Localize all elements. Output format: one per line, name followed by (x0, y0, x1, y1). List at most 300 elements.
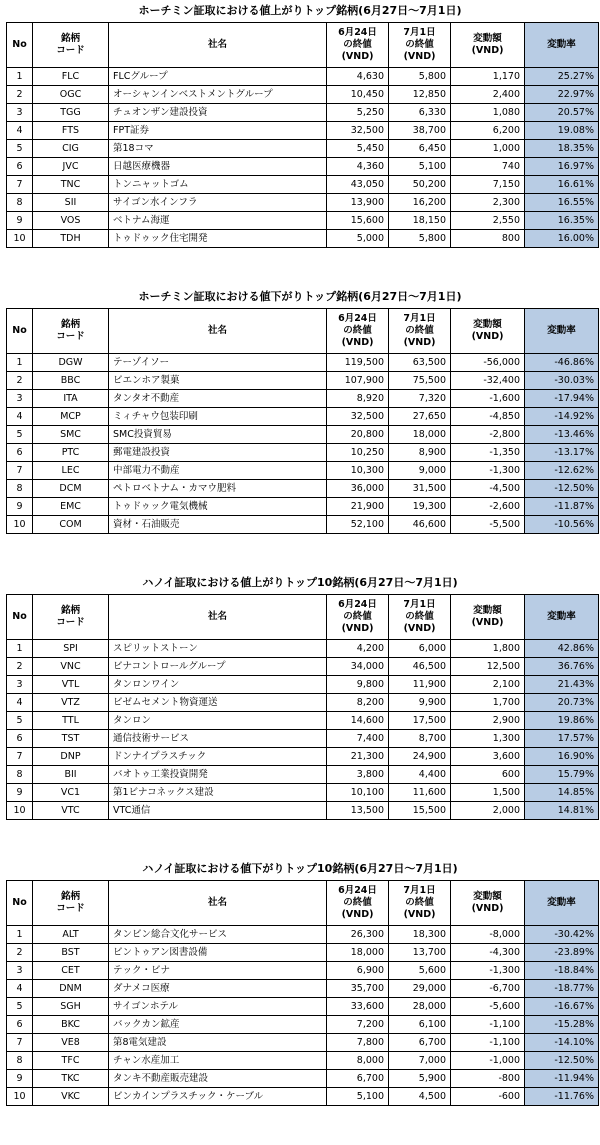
close-jun24: 4,630 (327, 68, 389, 86)
close-jun24: 33,600 (327, 998, 389, 1016)
change-amount: -1,100 (451, 1034, 525, 1052)
header-close-after: 7月1日 の終値 (VND) (389, 23, 451, 68)
close-jun24: 4,360 (327, 158, 389, 176)
stock-code: VNC (33, 658, 109, 676)
company-name: ビナコントロールグループ (109, 658, 327, 676)
close-jul1: 6,700 (389, 1034, 451, 1052)
row-no: 8 (7, 480, 33, 498)
stock-code: TST (33, 730, 109, 748)
stock-code: ALT (33, 926, 109, 944)
company-name: 日越医療機器 (109, 158, 327, 176)
row-no: 1 (7, 68, 33, 86)
close-jul1: 6,000 (389, 640, 451, 658)
row-no: 9 (7, 498, 33, 516)
table-row (7, 140, 599, 158)
row-no: 1 (7, 926, 33, 944)
company-name: ビゼムセメント物資運送 (109, 694, 327, 712)
close-jun24: 32,500 (327, 122, 389, 140)
stock-code: TKC (33, 1070, 109, 1088)
company-name: 通信技術サービス (109, 730, 327, 748)
stock-code: SPI (33, 640, 109, 658)
close-jul1: 6,450 (389, 140, 451, 158)
close-jul1: 31,500 (389, 480, 451, 498)
company-name: 第8電気建設 (109, 1034, 327, 1052)
change-rate: 42.86% (525, 640, 599, 658)
change-amount: 600 (451, 766, 525, 784)
row-no: 6 (7, 730, 33, 748)
change-rate: 20.57% (525, 104, 599, 122)
change-amount: 1,800 (451, 640, 525, 658)
change-rate: -12.62% (525, 462, 599, 480)
stock-code: ITA (33, 390, 109, 408)
close-jul1: 18,150 (389, 212, 451, 230)
company-name: サイゴン水インフラ (109, 194, 327, 212)
header-no: No (7, 595, 33, 640)
close-jul1: 46,600 (389, 516, 451, 534)
close-jul1: 6,100 (389, 1016, 451, 1034)
change-amount: -56,000 (451, 354, 525, 372)
change-rate: -15.28% (525, 1016, 599, 1034)
company-name: トンニャットゴム (109, 176, 327, 194)
row-no: 4 (7, 408, 33, 426)
close-jul1: 75,500 (389, 372, 451, 390)
row-no: 2 (7, 658, 33, 676)
company-name: 郵電建設投資 (109, 444, 327, 462)
change-rate: 25.27% (525, 68, 599, 86)
row-no: 9 (7, 784, 33, 802)
close-jun24: 35,700 (327, 980, 389, 998)
company-name: タンビン総合文化サービス (109, 926, 327, 944)
close-jul1: 27,650 (389, 408, 451, 426)
change-rate: -23.89% (525, 944, 599, 962)
change-rate: 16.90% (525, 748, 599, 766)
change-amount: -2,600 (451, 498, 525, 516)
company-name: ビントゥアン図書設備 (109, 944, 327, 962)
company-name: 第18コマ (109, 140, 327, 158)
table-row (7, 926, 599, 944)
table-row (7, 640, 599, 658)
company-name: バオトゥ工業投資開発 (109, 766, 327, 784)
company-name: トゥドゥック電気機械 (109, 498, 327, 516)
table-row (7, 962, 599, 980)
table-row (7, 480, 599, 498)
ranking-section (0, 858, 600, 1106)
change-amount: 2,000 (451, 802, 525, 820)
close-jun24: 3,800 (327, 766, 389, 784)
table-row (7, 194, 599, 212)
header-close-before: 6月24日 の終値 (VND) (327, 881, 389, 926)
change-amount: -2,800 (451, 426, 525, 444)
stock-code: SII (33, 194, 109, 212)
close-jul1: 5,800 (389, 230, 451, 248)
close-jun24: 13,900 (327, 194, 389, 212)
close-jul1: 11,900 (389, 676, 451, 694)
stock-code: CET (33, 962, 109, 980)
change-rate: -11.87% (525, 498, 599, 516)
close-jul1: 5,800 (389, 68, 451, 86)
close-jul1: 28,000 (389, 998, 451, 1016)
close-jul1: 29,000 (389, 980, 451, 998)
close-jul1: 46,500 (389, 658, 451, 676)
header-name: 社名 (109, 309, 327, 354)
table-row (7, 1016, 599, 1034)
close-jul1: 63,500 (389, 354, 451, 372)
table-row (7, 998, 599, 1016)
ranking-section (0, 286, 600, 534)
table-row (7, 802, 599, 820)
company-name: スピリットストーン (109, 640, 327, 658)
change-rate: -14.10% (525, 1034, 599, 1052)
table-row (7, 158, 599, 176)
close-jun24: 18,000 (327, 944, 389, 962)
change-rate: -17.94% (525, 390, 599, 408)
header-rate: 変動率 (525, 881, 599, 926)
change-amount: 2,100 (451, 676, 525, 694)
stock-code: BKC (33, 1016, 109, 1034)
change-amount: -1,300 (451, 962, 525, 980)
company-name: チュオンザン建設投資 (109, 104, 327, 122)
company-name: タンタオ不動産 (109, 390, 327, 408)
ranking-section (0, 0, 600, 248)
table-row (7, 676, 599, 694)
close-jul1: 13,700 (389, 944, 451, 962)
company-name: タンロンワイン (109, 676, 327, 694)
header-close-after: 7月1日 の終値 (VND) (389, 309, 451, 354)
company-name: VTC通信 (109, 802, 327, 820)
close-jun24: 43,050 (327, 176, 389, 194)
change-amount: -5,600 (451, 998, 525, 1016)
close-jul1: 16,200 (389, 194, 451, 212)
change-rate: -10.56% (525, 516, 599, 534)
close-jun24: 10,100 (327, 784, 389, 802)
row-no: 1 (7, 640, 33, 658)
close-jun24: 13,500 (327, 802, 389, 820)
change-amount: 6,200 (451, 122, 525, 140)
close-jul1: 18,300 (389, 926, 451, 944)
company-name: トゥドゥック住宅開発 (109, 230, 327, 248)
table-row (7, 712, 599, 730)
change-amount: -1,300 (451, 462, 525, 480)
table-header-row (7, 309, 599, 354)
change-rate: -18.77% (525, 980, 599, 998)
stock-code: VOS (33, 212, 109, 230)
close-jul1: 50,200 (389, 176, 451, 194)
change-amount: 800 (451, 230, 525, 248)
company-name: タンキ不動産販売建設 (109, 1070, 327, 1088)
header-code: 銘柄 コード (33, 309, 109, 354)
header-no: No (7, 309, 33, 354)
company-name: FLCグループ (109, 68, 327, 86)
stock-code: SMC (33, 426, 109, 444)
company-name: FPT証券 (109, 122, 327, 140)
table-row (7, 1088, 599, 1106)
change-amount: 740 (451, 158, 525, 176)
table-row (7, 1034, 599, 1052)
change-amount: -600 (451, 1088, 525, 1106)
company-name: タンロン (109, 712, 327, 730)
close-jun24: 5,100 (327, 1088, 389, 1106)
company-name: ビエンホア製菓 (109, 372, 327, 390)
header-change: 変動額 (VND) (451, 881, 525, 926)
row-no: 8 (7, 194, 33, 212)
close-jul1: 5,900 (389, 1070, 451, 1088)
table-row (7, 980, 599, 998)
row-no: 8 (7, 766, 33, 784)
change-amount: -1,100 (451, 1016, 525, 1034)
company-name: ペトロベトナム・カマウ肥料 (109, 480, 327, 498)
close-jul1: 15,500 (389, 802, 451, 820)
header-close-before: 6月24日 の終値 (VND) (327, 23, 389, 68)
change-rate: 22.97% (525, 86, 599, 104)
table-row (7, 86, 599, 104)
close-jul1: 5,600 (389, 962, 451, 980)
row-no: 10 (7, 1088, 33, 1106)
close-jul1: 17,500 (389, 712, 451, 730)
row-no: 2 (7, 944, 33, 962)
change-rate: -12.50% (525, 1052, 599, 1070)
row-no: 6 (7, 1016, 33, 1034)
table-row (7, 1070, 599, 1088)
change-rate: 17.57% (525, 730, 599, 748)
table-row (7, 944, 599, 962)
row-no: 3 (7, 676, 33, 694)
header-code: 銘柄 コード (33, 595, 109, 640)
close-jul1: 7,000 (389, 1052, 451, 1070)
close-jun24: 7,200 (327, 1016, 389, 1034)
stock-code: VE8 (33, 1034, 109, 1052)
close-jul1: 8,700 (389, 730, 451, 748)
change-rate: -12.50% (525, 480, 599, 498)
change-rate: 16.97% (525, 158, 599, 176)
header-close-after: 7月1日 の終値 (VND) (389, 595, 451, 640)
row-no: 3 (7, 390, 33, 408)
change-rate: 36.76% (525, 658, 599, 676)
change-amount: -800 (451, 1070, 525, 1088)
row-no: 10 (7, 802, 33, 820)
company-name: オーシャンインベストメントグループ (109, 86, 327, 104)
stock-code: MCP (33, 408, 109, 426)
row-no: 5 (7, 140, 33, 158)
row-no: 9 (7, 212, 33, 230)
close-jun24: 4,200 (327, 640, 389, 658)
close-jun24: 36,000 (327, 480, 389, 498)
close-jun24: 26,300 (327, 926, 389, 944)
company-name: 資材・石油販売 (109, 516, 327, 534)
company-name: SMC投資貿易 (109, 426, 327, 444)
ranking-table (6, 22, 599, 248)
row-no: 4 (7, 980, 33, 998)
company-name: ミィチャウ包装印刷 (109, 408, 327, 426)
company-name: テック・ビナ (109, 962, 327, 980)
row-no: 2 (7, 372, 33, 390)
stock-code: TFC (33, 1052, 109, 1070)
change-rate: -13.46% (525, 426, 599, 444)
company-name: 中部電力不動産 (109, 462, 327, 480)
table-row (7, 444, 599, 462)
close-jul1: 18,000 (389, 426, 451, 444)
header-code: 銘柄 コード (33, 23, 109, 68)
table-header-row (7, 881, 599, 926)
change-rate: 20.73% (525, 694, 599, 712)
change-amount: -5,500 (451, 516, 525, 534)
change-amount: 1,170 (451, 68, 525, 86)
change-rate: 19.08% (525, 122, 599, 140)
stock-code: TNC (33, 176, 109, 194)
change-rate: 21.43% (525, 676, 599, 694)
close-jun24: 14,600 (327, 712, 389, 730)
header-change: 変動額 (VND) (451, 23, 525, 68)
close-jun24: 9,800 (327, 676, 389, 694)
change-amount: 12,500 (451, 658, 525, 676)
row-no: 4 (7, 122, 33, 140)
change-amount: 2,900 (451, 712, 525, 730)
close-jun24: 6,900 (327, 962, 389, 980)
stock-code: JVC (33, 158, 109, 176)
header-no: No (7, 23, 33, 68)
change-rate: 16.61% (525, 176, 599, 194)
close-jun24: 5,450 (327, 140, 389, 158)
row-no: 3 (7, 962, 33, 980)
table-row (7, 372, 599, 390)
table-row (7, 694, 599, 712)
row-no: 5 (7, 998, 33, 1016)
close-jun24: 107,900 (327, 372, 389, 390)
stock-code: FLC (33, 68, 109, 86)
close-jun24: 32,500 (327, 408, 389, 426)
table-row (7, 766, 599, 784)
close-jun24: 20,800 (327, 426, 389, 444)
section-title: ホーチミン証取における値上がりトップ銘柄(6月27日～7月1日) (138, 4, 462, 17)
header-change: 変動額 (VND) (451, 595, 525, 640)
close-jun24: 10,250 (327, 444, 389, 462)
table-row (7, 390, 599, 408)
close-jun24: 21,900 (327, 498, 389, 516)
change-amount: 1,080 (451, 104, 525, 122)
stock-code: BST (33, 944, 109, 962)
change-amount: -8,000 (451, 926, 525, 944)
change-rate: 16.00% (525, 230, 599, 248)
change-amount: -4,300 (451, 944, 525, 962)
stock-code: SGH (33, 998, 109, 1016)
close-jun24: 8,920 (327, 390, 389, 408)
table-row (7, 68, 599, 86)
company-name: 第1ビナコネックス建設 (109, 784, 327, 802)
row-no: 9 (7, 1070, 33, 1088)
ranking-table (6, 308, 599, 534)
close-jul1: 6,330 (389, 104, 451, 122)
close-jul1: 38,700 (389, 122, 451, 140)
close-jun24: 7,400 (327, 730, 389, 748)
stock-code: VKC (33, 1088, 109, 1106)
table-row (7, 1052, 599, 1070)
change-rate: -14.92% (525, 408, 599, 426)
close-jun24: 6,700 (327, 1070, 389, 1088)
close-jul1: 4,500 (389, 1088, 451, 1106)
stock-code: LEC (33, 462, 109, 480)
ranking-table (6, 880, 599, 1106)
change-amount: 1,700 (451, 694, 525, 712)
stock-code: VTL (33, 676, 109, 694)
close-jun24: 15,600 (327, 212, 389, 230)
header-name: 社名 (109, 23, 327, 68)
row-no: 1 (7, 354, 33, 372)
row-no: 5 (7, 426, 33, 444)
company-name: サイゴンホテル (109, 998, 327, 1016)
stock-code: OGC (33, 86, 109, 104)
close-jul1: 4,400 (389, 766, 451, 784)
company-name: ダナメコ医療 (109, 980, 327, 998)
stock-code: VC1 (33, 784, 109, 802)
table-row (7, 730, 599, 748)
company-name: チャン水産加工 (109, 1052, 327, 1070)
change-amount: -32,400 (451, 372, 525, 390)
table-row (7, 104, 599, 122)
table-row (7, 230, 599, 248)
table-row (7, 176, 599, 194)
row-no: 5 (7, 712, 33, 730)
change-rate: 14.81% (525, 802, 599, 820)
company-name: テーゾイソー (109, 354, 327, 372)
change-rate: 14.85% (525, 784, 599, 802)
change-amount: -1,350 (451, 444, 525, 462)
close-jul1: 12,850 (389, 86, 451, 104)
row-no: 10 (7, 516, 33, 534)
stock-code: VTZ (33, 694, 109, 712)
stock-code: DNM (33, 980, 109, 998)
close-jun24: 10,300 (327, 462, 389, 480)
header-change: 変動額 (VND) (451, 309, 525, 354)
close-jun24: 5,250 (327, 104, 389, 122)
header-close-after: 7月1日 の終値 (VND) (389, 881, 451, 926)
header-close-before: 6月24日 の終値 (VND) (327, 595, 389, 640)
change-amount: 2,300 (451, 194, 525, 212)
change-rate: -30.42% (525, 926, 599, 944)
stock-code: COM (33, 516, 109, 534)
close-jul1: 8,900 (389, 444, 451, 462)
table-row (7, 748, 599, 766)
close-jul1: 7,320 (389, 390, 451, 408)
close-jul1: 19,300 (389, 498, 451, 516)
header-name: 社名 (109, 595, 327, 640)
close-jun24: 10,450 (327, 86, 389, 104)
change-amount: 7,150 (451, 176, 525, 194)
change-amount: -6,700 (451, 980, 525, 998)
row-no: 7 (7, 748, 33, 766)
table-row (7, 498, 599, 516)
company-name: ドンナイプラスチック (109, 748, 327, 766)
close-jul1: 11,600 (389, 784, 451, 802)
table-row (7, 658, 599, 676)
close-jul1: 9,000 (389, 462, 451, 480)
section-title: ハノイ証取における値上がりトップ10銘柄(6月27日～7月1日) (142, 576, 458, 589)
close-jun24: 119,500 (327, 354, 389, 372)
company-name: ベトナム海運 (109, 212, 327, 230)
header-rate: 変動率 (525, 23, 599, 68)
section-title: ハノイ証取における値下がりトップ10銘柄(6月27日～7月1日) (142, 862, 458, 875)
table-row (7, 212, 599, 230)
stock-code: BII (33, 766, 109, 784)
row-no: 7 (7, 462, 33, 480)
change-amount: -1,000 (451, 1052, 525, 1070)
close-jun24: 21,300 (327, 748, 389, 766)
ranking-table (6, 594, 599, 820)
header-rate: 変動率 (525, 309, 599, 354)
header-rate: 変動率 (525, 595, 599, 640)
change-rate: -16.67% (525, 998, 599, 1016)
close-jul1: 5,100 (389, 158, 451, 176)
table-row (7, 426, 599, 444)
row-no: 3 (7, 104, 33, 122)
